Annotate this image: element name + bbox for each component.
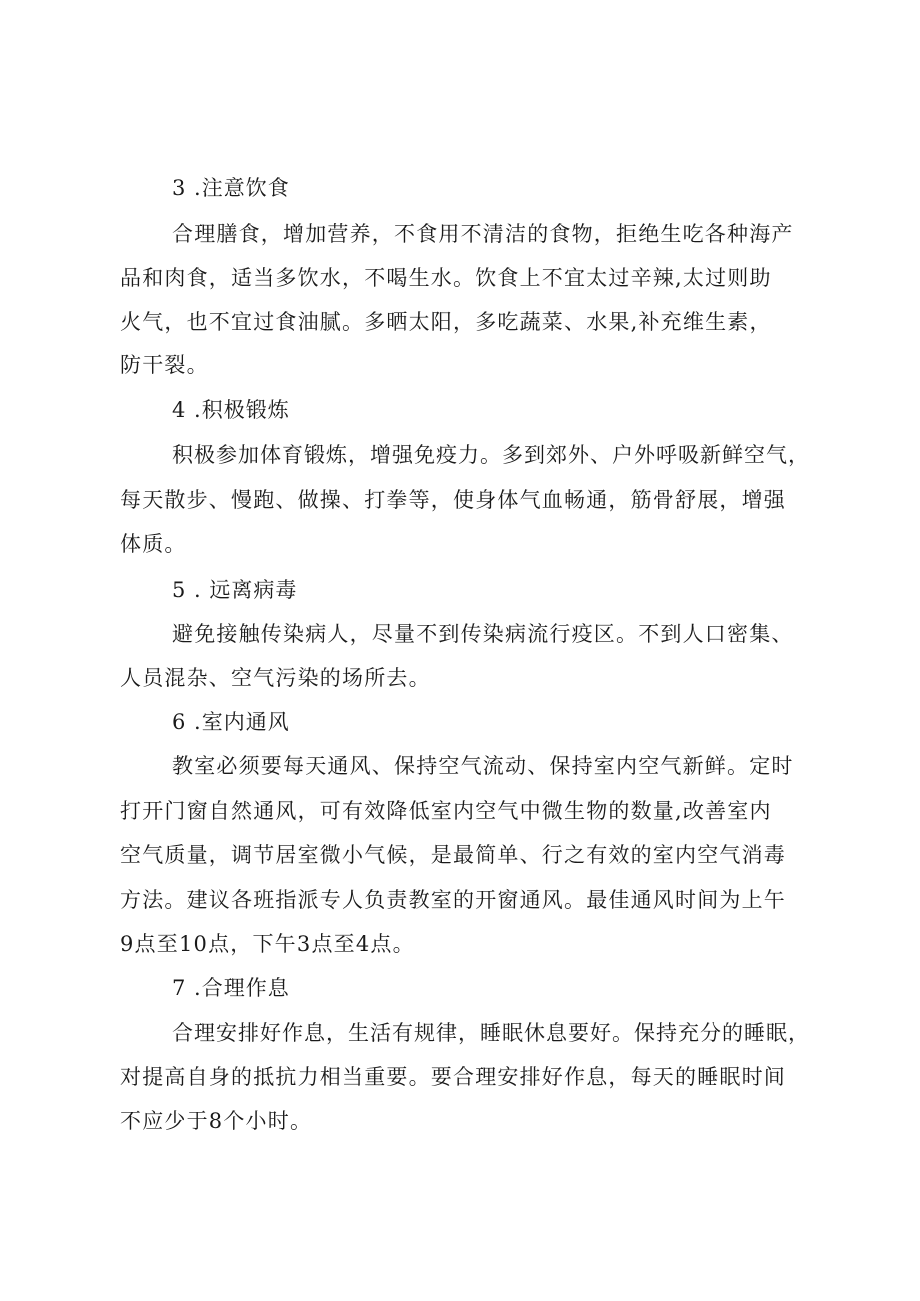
section-heading-7: 7 .合理作息 — [172, 976, 290, 1000]
paragraph-line: 教室必须要每天通风、保持空气流动、保持室内空气新鲜。定时 — [172, 754, 794, 778]
paragraph-line: 每天散步、慢跑、做操、打拳等，使身体气血畅通，筋骨舒展，增强 — [120, 488, 786, 512]
paragraph-line: 方法。建议各班指派专人负责教室的开窗通风。最佳通风时间为上午 — [120, 888, 786, 912]
paragraph-line: 合理安排好作息，生活有规律，睡眠休息要好。保持充分的睡眠， — [172, 1021, 810, 1045]
section-heading-4: 4 .积极锻炼 — [172, 398, 290, 422]
paragraph-line: 防干裂。 — [120, 353, 209, 377]
paragraph-line: 积极参加体育锻炼，增强免疫力。多到郊外、户外呼吸新鲜空气， — [172, 443, 810, 467]
paragraph-line: 合理膳食，增加营养，不食用不清洁的食物，拒绝生吃各种海产 — [172, 222, 794, 246]
paragraph-line: 打开门窗自然通风，可有效降低室内空气中微生物的数量,改善室内 — [120, 799, 772, 823]
paragraph-line: 不应少于8个小时。 — [120, 1109, 313, 1133]
paragraph-line: 避免接触传染病人，尽量不到传染病流行疫区。不到人口密集、 — [172, 622, 794, 646]
paragraph-line: 体质。 — [120, 532, 187, 556]
section-heading-6: 6 .室内通风 — [172, 710, 290, 734]
section-heading-3: 3 .注意饮食 — [172, 176, 290, 200]
paragraph-line: 9点至10点，下午3点至4点。 — [120, 932, 415, 956]
paragraph-line: 品和肉食，适当多饮水，不喝生水。饮食上不宜太过辛辣,太过则助 — [120, 266, 772, 290]
paragraph-line: 空气质量，调节居室微小气候，是最简单、行之有效的室内空气消毒 — [120, 843, 786, 867]
paragraph-line: 对提高自身的抵抗力相当重要。要合理安排好作息，每天的睡眠时间 — [120, 1065, 786, 1089]
section-heading-5: 5 . 远离病毒 — [172, 578, 298, 602]
paragraph-line: 人员混杂、空气污染的场所去。 — [120, 666, 431, 690]
paragraph-line: 火气，也不宜过食油腻。多晒太阳，多吃蔬菜、水果,补充维生素， — [120, 310, 772, 334]
